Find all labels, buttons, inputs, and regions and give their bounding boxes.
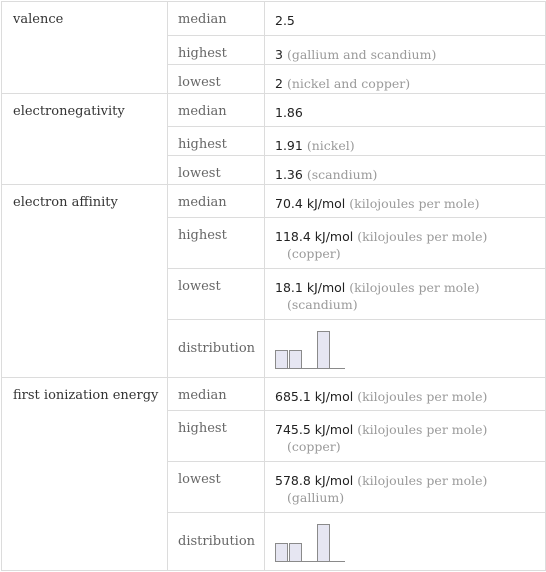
value-note: (kilojoules per mole) — [349, 280, 480, 295]
value: 745.5 — [275, 422, 311, 437]
value-cell — [265, 65, 546, 94]
histogram-bar — [317, 524, 330, 562]
value-note-element: (scandium) — [287, 297, 358, 312]
sub-label: distribution — [168, 320, 265, 378]
sub-label: lowest — [168, 156, 265, 185]
sub-label: median — [168, 378, 265, 411]
value-note: (kilojoules per mole) — [357, 473, 488, 488]
value-cell — [265, 411, 546, 462]
value: 578.8 — [275, 473, 311, 488]
value-cell — [265, 185, 546, 218]
value: 2.5 — [275, 13, 295, 28]
value-note: (kilojoules per mole) — [349, 196, 480, 211]
value: 3 — [275, 47, 283, 62]
sub-label: highest — [168, 36, 265, 65]
value: 18.1 — [275, 280, 303, 295]
sub-label: median — [168, 185, 265, 218]
value-cell — [265, 378, 546, 411]
unit: kJ/mol — [314, 229, 354, 244]
sub-label: median — [168, 94, 265, 127]
value-note-element: (gallium) — [287, 490, 345, 505]
histogram-bar — [317, 331, 330, 369]
distribution-histogram — [275, 329, 355, 369]
sub-label: lowest — [168, 269, 265, 320]
properties-table — [1, 1, 546, 571]
value: 2 — [275, 76, 283, 91]
value-cell — [265, 462, 546, 513]
value-note: (kilojoules per mole) — [357, 229, 488, 244]
sub-label: highest — [168, 127, 265, 156]
sub-label: median — [168, 2, 265, 36]
value-note-element: (copper) — [287, 246, 341, 261]
distribution-cell — [265, 513, 546, 571]
value-cell — [265, 156, 546, 185]
value-note-element: (copper) — [287, 439, 341, 454]
value-cell — [265, 218, 546, 269]
histogram-bar — [289, 350, 302, 369]
unit: kJ/mol — [306, 196, 346, 211]
table-row — [2, 185, 546, 218]
unit: kJ/mol — [314, 422, 354, 437]
value: 70.4 — [275, 196, 303, 211]
unit: kJ/mol — [314, 389, 354, 404]
table-row — [2, 94, 546, 127]
value: 1.36 — [275, 167, 303, 182]
value-note: (kilojoules per mole) — [357, 422, 488, 437]
value-note: (kilojoules per mole) — [357, 389, 488, 404]
table-row — [2, 2, 546, 36]
value-cell — [265, 2, 546, 36]
unit: kJ/mol — [306, 280, 346, 295]
value-note: (gallium and scandium) — [286, 47, 437, 62]
sub-label: highest — [168, 411, 265, 462]
value-cell — [265, 94, 546, 127]
histogram-bar — [275, 543, 288, 562]
sub-label: lowest — [168, 65, 265, 94]
property-label-valence: valence — [2, 2, 168, 94]
value: 118.4 — [275, 229, 311, 244]
sub-label: lowest — [168, 462, 265, 513]
distribution-histogram — [275, 522, 355, 562]
histogram-bar — [289, 543, 302, 562]
table-row — [2, 378, 546, 411]
value-note: (nickel and copper) — [286, 76, 411, 91]
distribution-cell — [265, 320, 546, 378]
value-cell — [265, 269, 546, 320]
value: 1.86 — [275, 105, 303, 120]
property-label-electron-affinity: electron affinity — [2, 185, 168, 378]
sub-label: distribution — [168, 513, 265, 571]
value-note: (scandium) — [306, 167, 378, 182]
property-label-first-ionization-energy: first ionization energy — [2, 378, 168, 571]
value-cell — [265, 127, 546, 156]
value: 685.1 — [275, 389, 311, 404]
value: 1.91 — [275, 138, 303, 153]
sub-label: highest — [168, 218, 265, 269]
value-cell — [265, 36, 546, 65]
property-label-electronegativity: electronegativity — [2, 94, 168, 185]
unit: kJ/mol — [314, 473, 354, 488]
value-note: (nickel) — [306, 138, 355, 153]
histogram-bar — [275, 350, 288, 369]
